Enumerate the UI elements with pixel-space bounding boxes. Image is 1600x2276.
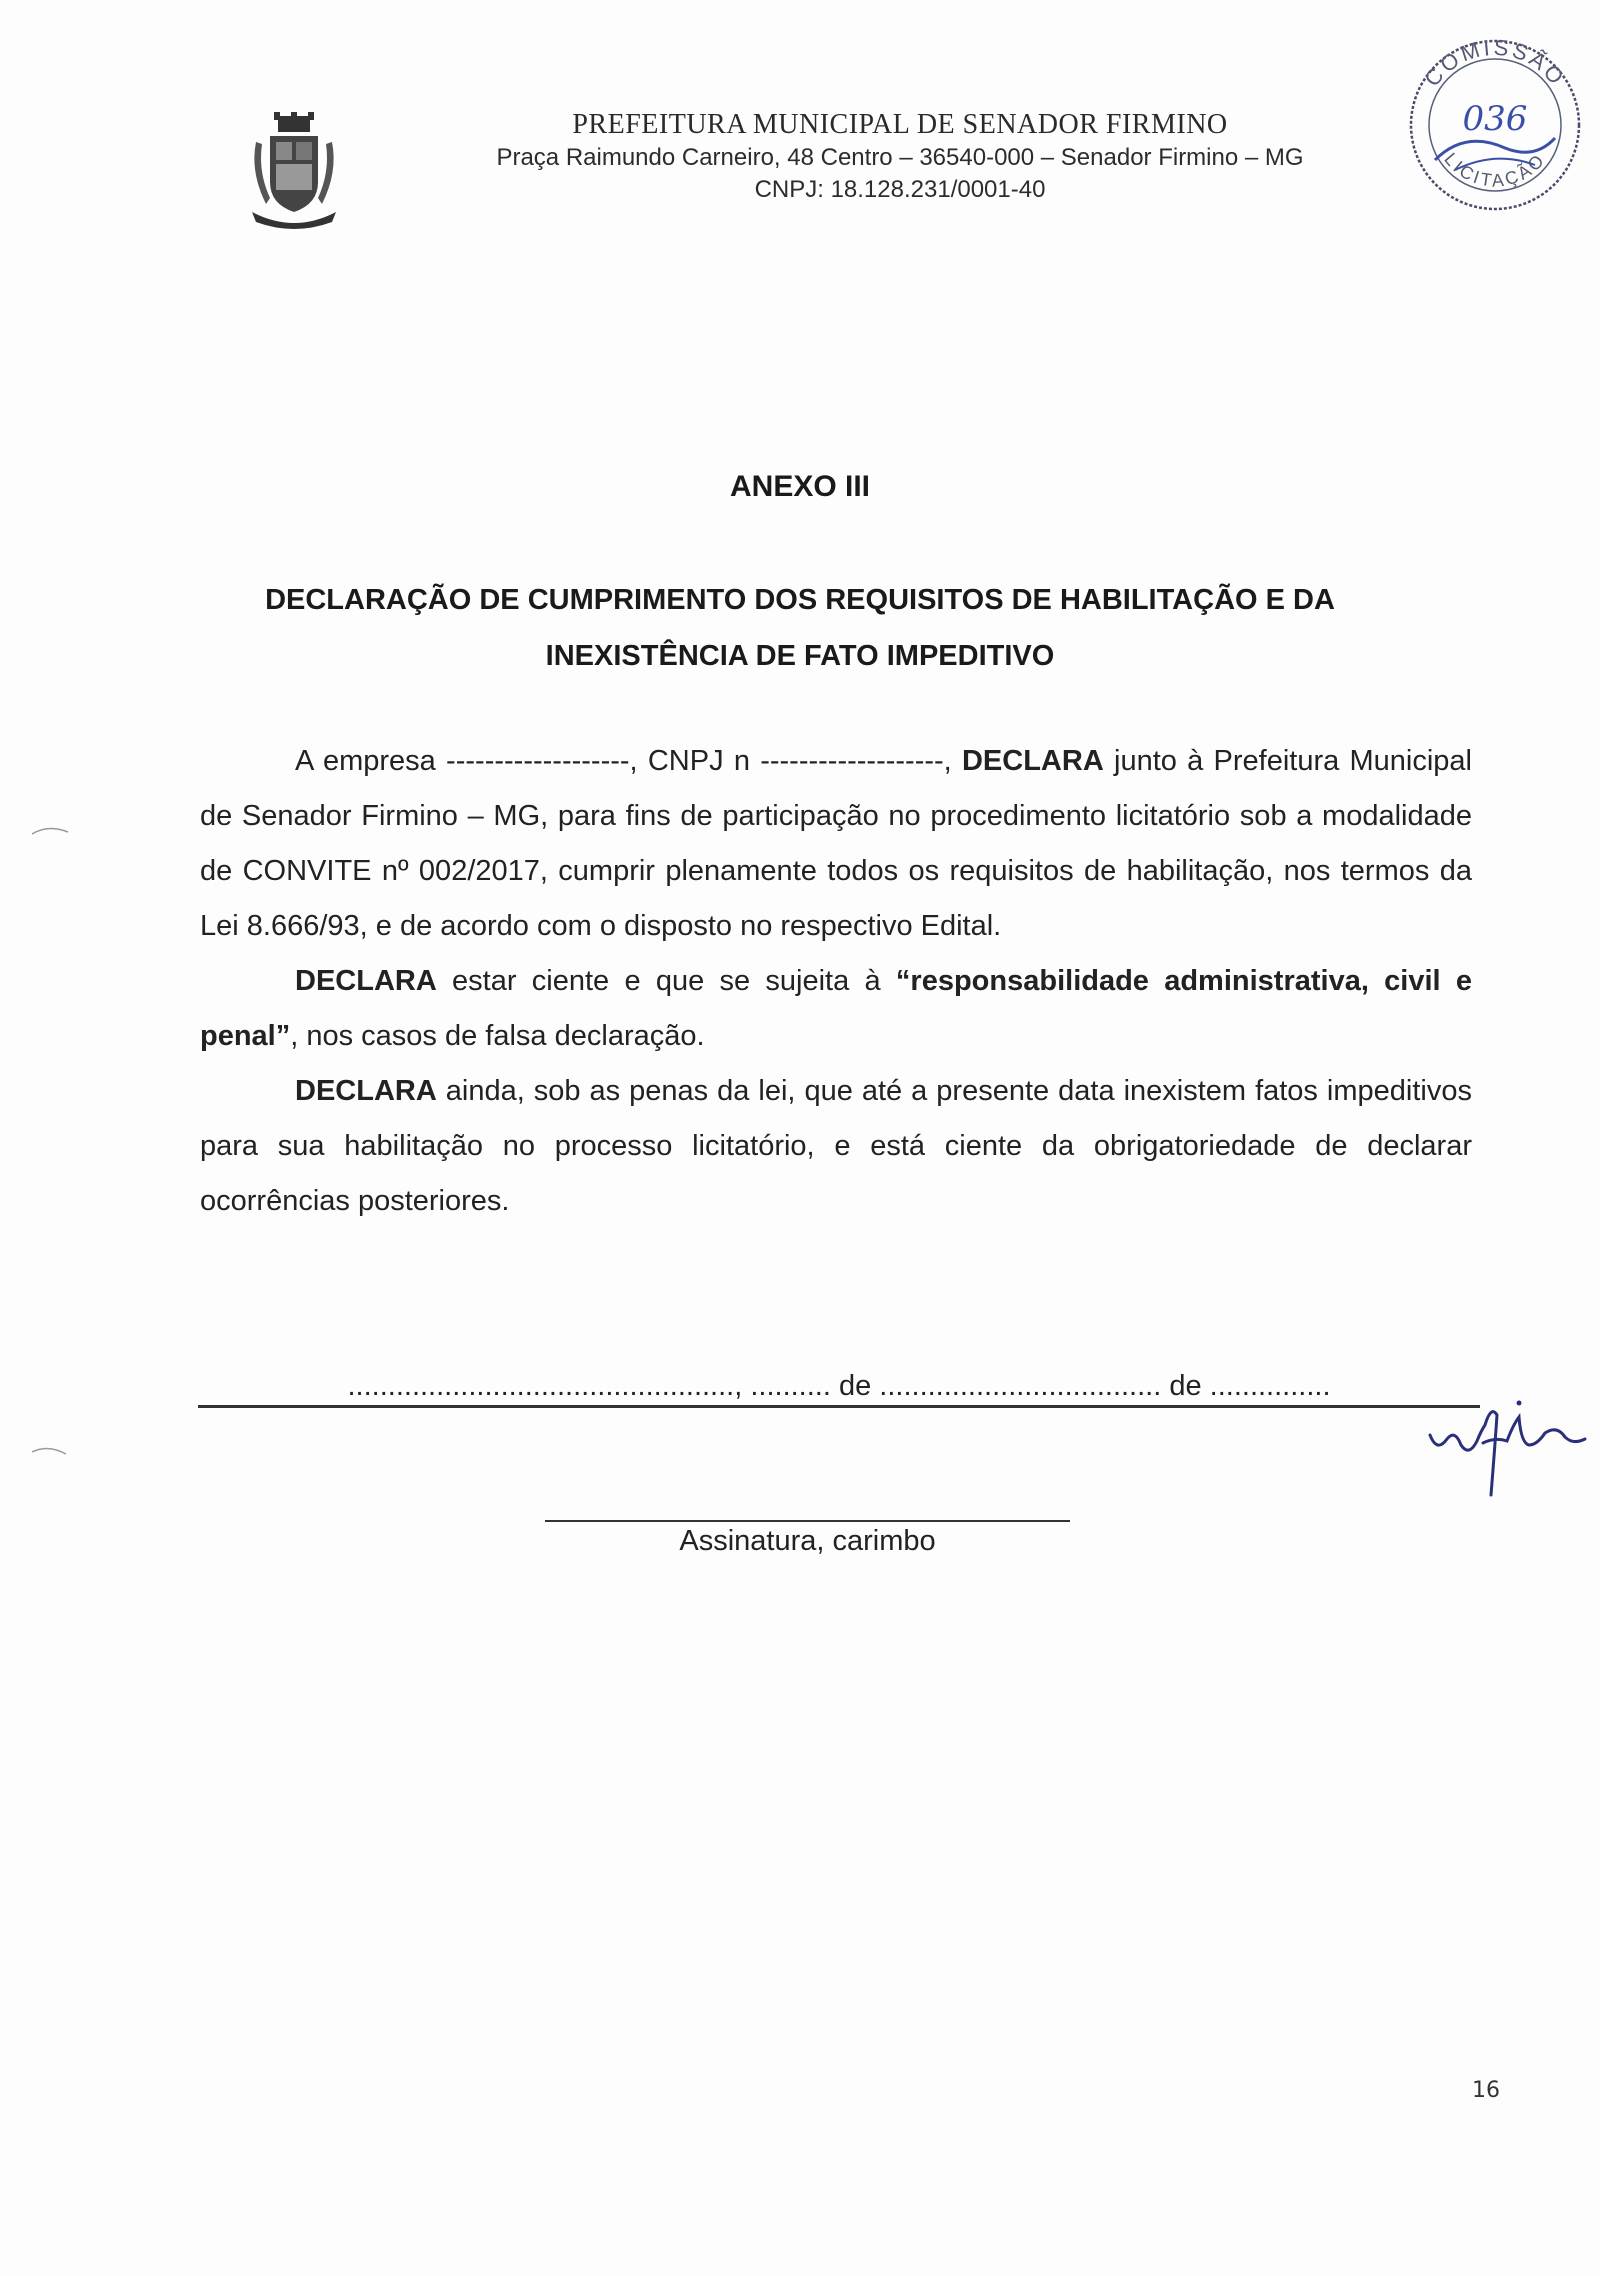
- svg-text:COMISSÃO: [1419, 35, 1570, 92]
- letterhead: [420, 108, 1380, 206]
- paragraph-3: DECLARA ainda, sob as penas da lei, que até a presente data inexistem fatos impeditivos para sua habilitação no processo licitatório, e está ciente da obrigatoriedade de declarar ocorrências posteriores.: [200, 1075, 1472, 1217]
- stamp-bottom-text: LICITAÇÃO: [1440, 148, 1550, 191]
- paragraph-1: A empresa -------------------, CNPJ n -------------------, DECLARA junto à Prefeitura Municipal de Senador Firmino – MG, para fins de participação no procedimento licitatório sob a modalidade de CONVITE nº 002/2017, cumprir plenamente todos os requisitos de habilitação, nos termos da Lei 8.666/93, e de acordo com o disposto no respectivo Edital.: [200, 745, 1472, 942]
- signature-line: [545, 1520, 1070, 1522]
- declaration-title-line-2: INEXISTÊNCIA DE FATO IMPEDITIVO: [545, 640, 1055, 672]
- municipal-coat-of-arms-icon: [248, 112, 340, 230]
- org-name: PREFEITURA MUNICIPAL DE SENADOR FIRMINO: [572, 109, 1228, 140]
- stamp-top-text: COMISSÃO: [1419, 34, 1571, 92]
- date-place-line: ................................................, .......... de ................................... de ...............: [347, 1370, 1331, 1402]
- scan-mark: [28, 1440, 78, 1460]
- scan-mark: [28, 820, 78, 840]
- handwritten-initials-icon: [1425, 1395, 1595, 1505]
- declaration-title: [200, 572, 1400, 684]
- paragraph-2: DECLARA estar ciente e que se sujeita à “responsabilidade administrativa, civil e penal”, nos casos de falsa declaração.: [200, 965, 1472, 1052]
- org-address: Praça Raimundo Carneiro, 48 Centro – 36540-000 – Senador Firmino – MG: [496, 144, 1304, 171]
- date-underline: [198, 1405, 1480, 1408]
- signature-label: Assinatura, carimbo: [679, 1525, 936, 1557]
- org-cnpj: CNPJ: 18.128.231/0001-40: [754, 176, 1046, 203]
- declaration-body: [200, 734, 1472, 1229]
- commission-stamp-icon: [1395, 30, 1595, 220]
- declaration-title-line-1: DECLARAÇÃO DE CUMPRIMENTO DOS REQUISITOS DE HABILITAÇÃO E DA: [265, 584, 1335, 616]
- page-number: 16: [1472, 2078, 1500, 2103]
- annex-title: ANEXO III: [729, 470, 871, 503]
- stamp-number: 036: [1462, 99, 1528, 139]
